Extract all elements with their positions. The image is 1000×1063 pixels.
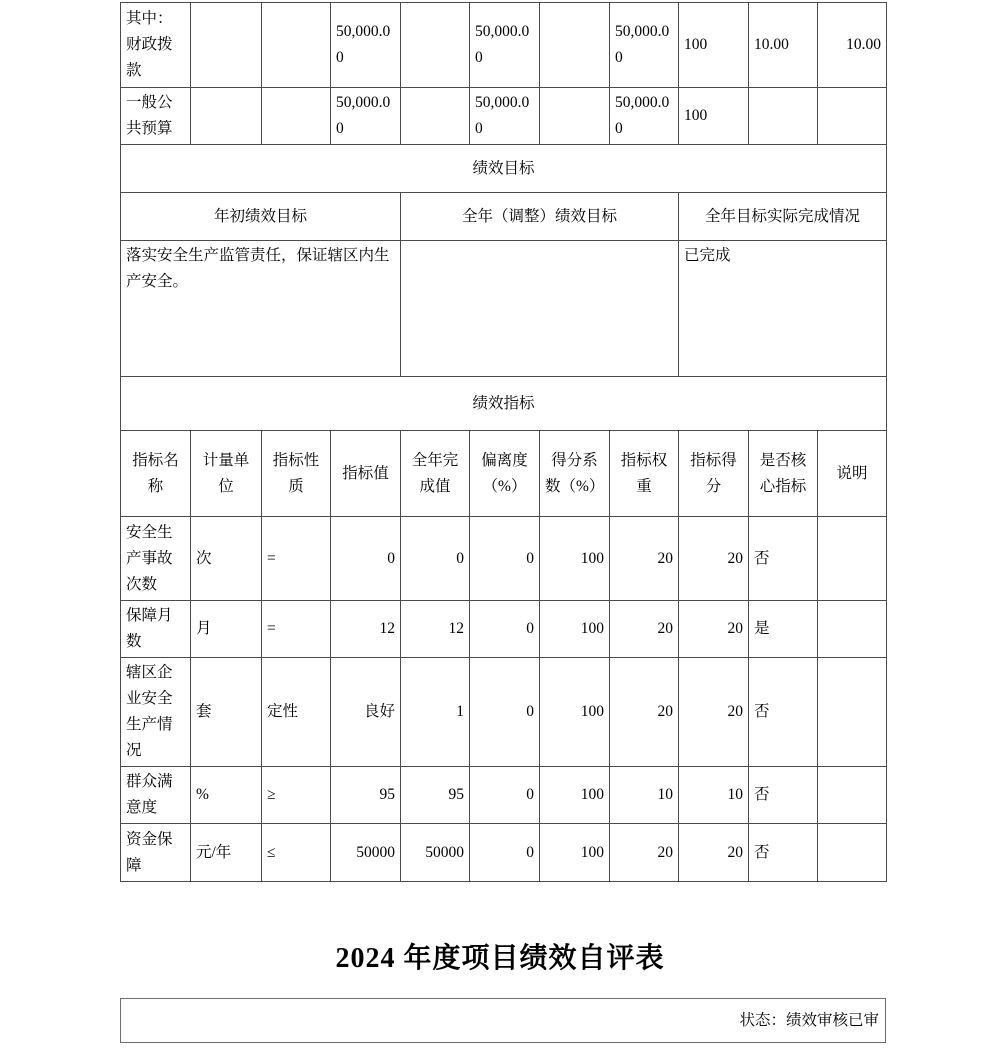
execution-rate-cell: 100 (679, 3, 749, 88)
weight-cell: 20 (610, 601, 679, 658)
unit-cell: 套 (191, 658, 262, 767)
indicator-name-cell: 保障月数 (121, 601, 191, 658)
indicator-name-cell: 辖区企业安全生产情况 (121, 658, 191, 767)
header-adjusted-goal: 全年（调整）绩效目标 (401, 193, 679, 241)
funding-label-cell: 其中：财政拨款 (121, 3, 191, 88)
header-actual-completion: 全年目标实际完成情况 (679, 193, 887, 241)
core-indicator-cell: 是 (749, 601, 818, 658)
deviation-cell: 0 (470, 824, 540, 882)
completed-value-cell: 1 (401, 658, 470, 767)
target-value-cell: 0 (331, 517, 401, 601)
nature-cell: = (262, 517, 331, 601)
core-indicator-cell: 否 (749, 658, 818, 767)
score-coefficient-cell: 100 (540, 824, 610, 882)
points-cell (818, 88, 887, 145)
score-cell: 20 (679, 658, 749, 767)
note-cell (818, 517, 887, 601)
indicator-row (121, 767, 887, 824)
header-annual-goal: 年初绩效目标 (121, 193, 401, 241)
performance-evaluation-table (120, 2, 887, 882)
target-value-cell: 95 (331, 767, 401, 824)
header-deviation: 偏离度（%） (470, 431, 540, 517)
header-completed-value: 全年完成值 (401, 431, 470, 517)
nature-cell: ≤ (262, 824, 331, 882)
unit-cell: 月 (191, 601, 262, 658)
score-coefficient-cell: 100 (540, 517, 610, 601)
actual-completion-cell: 已完成 (679, 241, 887, 377)
score-cell: 20 (679, 517, 749, 601)
goals-section-row (121, 145, 887, 193)
indicators-header-row (121, 431, 887, 517)
header-target-value: 指标值 (331, 431, 401, 517)
core-indicator-cell: 否 (749, 517, 818, 601)
budget-cell (540, 88, 610, 145)
budget-cell (540, 3, 610, 88)
target-value-cell: 良好 (331, 658, 401, 767)
weight-cell: 20 (610, 824, 679, 882)
points-cell: 10.00 (749, 3, 818, 88)
budget-amount-cell: 50,000.00 (610, 88, 679, 145)
budget-cell (401, 3, 470, 88)
header-score-coefficient: 得分系数（%） (540, 431, 610, 517)
header-note: 说明 (818, 431, 887, 517)
score-coefficient-cell: 100 (540, 767, 610, 824)
header-score: 指标得分 (679, 431, 749, 517)
score-cell: 20 (679, 824, 749, 882)
section-title-performance-goals: 绩效目标 (121, 145, 887, 193)
budget-row-fiscal-allocation (121, 3, 887, 88)
deviation-cell: 0 (470, 658, 540, 767)
nature-cell: 定性 (262, 658, 331, 767)
header-core-indicator: 是否核心指标 (749, 431, 818, 517)
status-box (120, 998, 886, 1043)
budget-amount-cell: 50,000.00 (331, 88, 401, 145)
budget-cell (262, 88, 331, 145)
indicator-row (121, 658, 887, 767)
target-value-cell: 50000 (331, 824, 401, 882)
weight-cell: 20 (610, 658, 679, 767)
budget-cell (262, 3, 331, 88)
note-cell (818, 658, 887, 767)
budget-cell (401, 88, 470, 145)
deviation-cell: 0 (470, 601, 540, 658)
unit-cell: 次 (191, 517, 262, 601)
completed-value-cell: 95 (401, 767, 470, 824)
indicators-section-row (121, 377, 887, 431)
budget-cell (191, 88, 262, 145)
budget-amount-cell: 50,000.00 (610, 3, 679, 88)
header-indicator-name: 指标名称 (121, 431, 191, 517)
unit-cell: % (191, 767, 262, 824)
completed-value-cell: 12 (401, 601, 470, 658)
nature-cell: ≥ (262, 767, 331, 824)
score-coefficient-cell: 100 (540, 658, 610, 767)
points-cell: 10.00 (818, 3, 887, 88)
score-coefficient-cell: 100 (540, 601, 610, 658)
annual-goal-cell: 落实安全生产监管责任，保证辖区内生产安全。 (121, 241, 401, 377)
page-title: 2024 年度项目绩效自评表 (335, 943, 665, 974)
completed-value-cell: 50000 (401, 824, 470, 882)
score-cell: 10 (679, 767, 749, 824)
nature-cell: = (262, 601, 331, 658)
indicator-row (121, 517, 887, 601)
indicator-row (121, 601, 887, 658)
core-indicator-cell: 否 (749, 824, 818, 882)
completed-value-cell: 0 (401, 517, 470, 601)
note-cell (818, 601, 887, 658)
section-title-performance-indicators: 绩效指标 (121, 377, 887, 431)
score-cell: 20 (679, 601, 749, 658)
budget-amount-cell: 50,000.00 (470, 88, 540, 145)
status-text: 状态：绩效审核已审 (739, 1012, 879, 1029)
target-value-cell: 12 (331, 601, 401, 658)
goals-header-row (121, 193, 887, 241)
note-cell (818, 767, 887, 824)
funding-label-cell: 一般公共预算 (121, 88, 191, 145)
indicator-name-cell: 安全生产事故次数 (121, 517, 191, 601)
goals-content-row (121, 241, 887, 377)
core-indicator-cell: 否 (749, 767, 818, 824)
note-cell (818, 824, 887, 882)
unit-cell: 元/年 (191, 824, 262, 882)
deviation-cell: 0 (470, 767, 540, 824)
budget-amount-cell: 50,000.00 (331, 3, 401, 88)
header-weight: 指标权重 (610, 431, 679, 517)
weight-cell: 20 (610, 517, 679, 601)
budget-cell (191, 3, 262, 88)
budget-row-general-public-budget (121, 88, 887, 145)
deviation-cell: 0 (470, 517, 540, 601)
budget-amount-cell: 50,000.00 (470, 3, 540, 88)
indicator-row (121, 824, 887, 882)
header-unit: 计量单位 (191, 431, 262, 517)
points-cell (749, 88, 818, 145)
execution-rate-cell: 100 (679, 88, 749, 145)
adjusted-goal-cell (401, 241, 679, 377)
weight-cell: 10 (610, 767, 679, 824)
header-nature: 指标性质 (262, 431, 331, 517)
indicator-name-cell: 群众满意度 (121, 767, 191, 824)
indicator-name-cell: 资金保障 (121, 824, 191, 882)
